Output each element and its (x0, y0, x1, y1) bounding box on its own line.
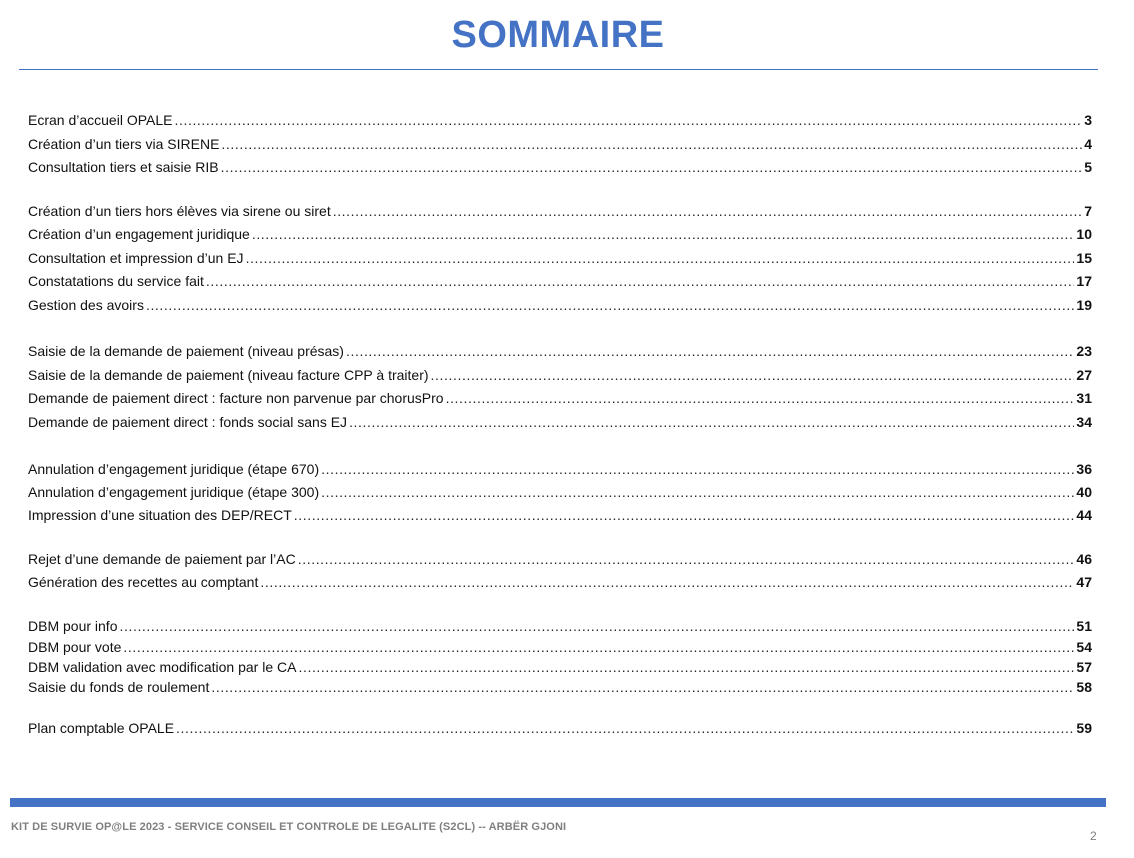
toc-entry-label: Demande de paiement direct : facture non parvenue par chorusPro (28, 390, 444, 406)
toc-entry-demande-paiement-presas[interactable] (28, 342, 1092, 360)
toc-entry-generation-recettes[interactable] (28, 573, 1092, 591)
toc-entry-page: 7 (1084, 203, 1092, 219)
toc-entry-gestion-avoirs[interactable] (28, 296, 1092, 314)
toc-entry-page: 54 (1076, 639, 1092, 655)
toc-entry-page: 44 (1076, 507, 1092, 523)
toc-entry-page: 10 (1076, 226, 1092, 242)
title-divider (19, 69, 1098, 70)
toc-leader-dots (206, 272, 1075, 290)
toc-entry-page: 58 (1076, 679, 1092, 695)
page-number: 2 (1090, 829, 1097, 843)
toc-leader-dots (321, 460, 1074, 478)
toc-entry-label: Consultation et impression d’un EJ (28, 250, 244, 266)
toc-entry-dbm-vote[interactable] (28, 638, 1092, 656)
toc-entry-page: 19 (1076, 297, 1092, 313)
toc-entry-page: 23 (1076, 343, 1092, 359)
toc-leader-dots (221, 158, 1083, 176)
toc-entry-page: 15 (1076, 250, 1092, 266)
toc-leader-dots (321, 483, 1074, 501)
toc-entry-constatations-service-fait[interactable] (28, 272, 1092, 290)
toc-entry-annulation-ej-300[interactable] (28, 483, 1092, 501)
toc-entry-plan-comptable[interactable] (28, 719, 1092, 737)
toc-entry-label: Ecran d’accueil OPALE (28, 112, 173, 128)
toc-leader-dots (349, 413, 1074, 431)
toc-entry-page: 59 (1076, 720, 1092, 736)
toc-entry-label: Création d’un engagement juridique (28, 226, 250, 242)
toc-leader-dots (294, 506, 1075, 524)
toc-leader-dots (246, 249, 1075, 267)
toc-entry-rejet-demande-paiement[interactable] (28, 550, 1092, 568)
toc-entry-label: Saisie de la demande de paiement (niveau facture CPP à traiter) (28, 367, 429, 383)
toc-entry-page: 47 (1076, 574, 1092, 590)
toc-entry-page: 51 (1076, 618, 1092, 634)
toc-entry-page: 46 (1076, 551, 1092, 567)
toc-entry-label: Impression d’une situation des DEP/RECT (28, 507, 292, 523)
toc-leader-dots (298, 658, 1074, 676)
toc-leader-dots (176, 719, 1074, 737)
toc-entry-label: Consultation tiers et saisie RIB (28, 159, 219, 175)
toc-entry-fonds-roulement[interactable] (28, 678, 1092, 696)
toc-entry-label: Génération des recettes au comptant (28, 574, 259, 590)
toc-entry-page: 3 (1084, 112, 1092, 128)
toc-entry-label: Demande de paiement direct : fonds social sans EJ (28, 414, 348, 430)
footer-text: KIT DE SURVIE OP@LE 2023 - SERVICE CONSEIL ET CONTROLE DE LEGALITE (S2CL) -- ARBËR GJONI (11, 821, 567, 833)
toc-entry-dbm-info[interactable] (28, 617, 1092, 635)
toc-entry-creation-engagement-juridique[interactable] (28, 225, 1092, 243)
toc-entry-label: Gestion des avoirs (28, 297, 144, 313)
toc-leader-dots (146, 296, 1074, 314)
toc-entry-consultation-ej[interactable] (28, 249, 1092, 267)
toc-leader-dots (446, 389, 1075, 407)
footer-bar (10, 798, 1106, 807)
toc-entry-page: 40 (1076, 484, 1092, 500)
toc-leader-dots (260, 573, 1074, 591)
page-title: SOMMAIRE (451, 14, 665, 56)
toc-entry-paiement-direct-choruspro[interactable] (28, 389, 1092, 407)
toc-entry-impression-situation-dep-rect[interactable] (28, 506, 1092, 524)
toc-leader-dots (123, 638, 1074, 656)
toc-entry-demande-paiement-facture-cpp[interactable] (28, 366, 1092, 384)
toc-entry-page: 34 (1076, 414, 1092, 430)
toc-leader-dots (174, 111, 1082, 129)
toc-leader-dots (431, 366, 1075, 384)
toc-entry-label: Plan comptable OPALE (28, 720, 175, 736)
toc-entry-page: 27 (1076, 367, 1092, 383)
toc-entry-label: Annulation d’engagement juridique (étape 300) (28, 484, 320, 500)
toc-leader-dots (333, 202, 1083, 220)
toc-entry-label: Création d’un tiers via SIRENE (28, 136, 220, 152)
toc-leader-dots (221, 135, 1082, 153)
toc-entry-page: 17 (1076, 273, 1092, 289)
toc-entry-consultation-tiers-rib[interactable] (28, 158, 1092, 176)
toc-entry-annulation-ej-670[interactable] (28, 460, 1092, 478)
toc-entry-label: Rejet d’une demande de paiement par l’AC (28, 551, 296, 567)
toc-entry-label: Création d’un tiers hors élèves via sirene ou siret (28, 203, 331, 219)
toc-entry-page: 31 (1076, 390, 1092, 406)
toc-entry-label: DBM pour info (28, 618, 118, 634)
toc-leader-dots (119, 617, 1074, 635)
toc-entry-paiement-direct-fonds-social[interactable] (28, 413, 1092, 431)
toc-entry-page: 5 (1084, 159, 1092, 175)
toc-entry-page: 57 (1076, 659, 1092, 675)
toc-entry-page: 36 (1076, 461, 1092, 477)
toc-entry-label: Saisie de la demande de paiement (niveau présas) (28, 343, 344, 359)
toc-entry-label: Constatations du service fait (28, 273, 204, 289)
toc-leader-dots (252, 225, 1075, 243)
toc-entry-accueil-opale[interactable] (28, 111, 1092, 129)
toc-entry-dbm-validation-ca[interactable] (28, 658, 1092, 676)
toc-leader-dots (298, 550, 1075, 568)
toc-entry-label: DBM pour vote (28, 639, 122, 655)
toc-entry-label: Saisie du fonds de roulement (28, 679, 210, 695)
toc-entry-label: Annulation d’engagement juridique (étape 670) (28, 461, 320, 477)
toc-entry-creation-tiers-sirene[interactable] (28, 135, 1092, 153)
toc-leader-dots (346, 342, 1074, 360)
toc-leader-dots (211, 678, 1074, 696)
toc-entry-page: 4 (1084, 136, 1092, 152)
toc-entry-creation-tiers-hors-eleves[interactable] (28, 202, 1092, 220)
toc-entry-label: DBM validation avec modification par le CA (28, 659, 297, 675)
